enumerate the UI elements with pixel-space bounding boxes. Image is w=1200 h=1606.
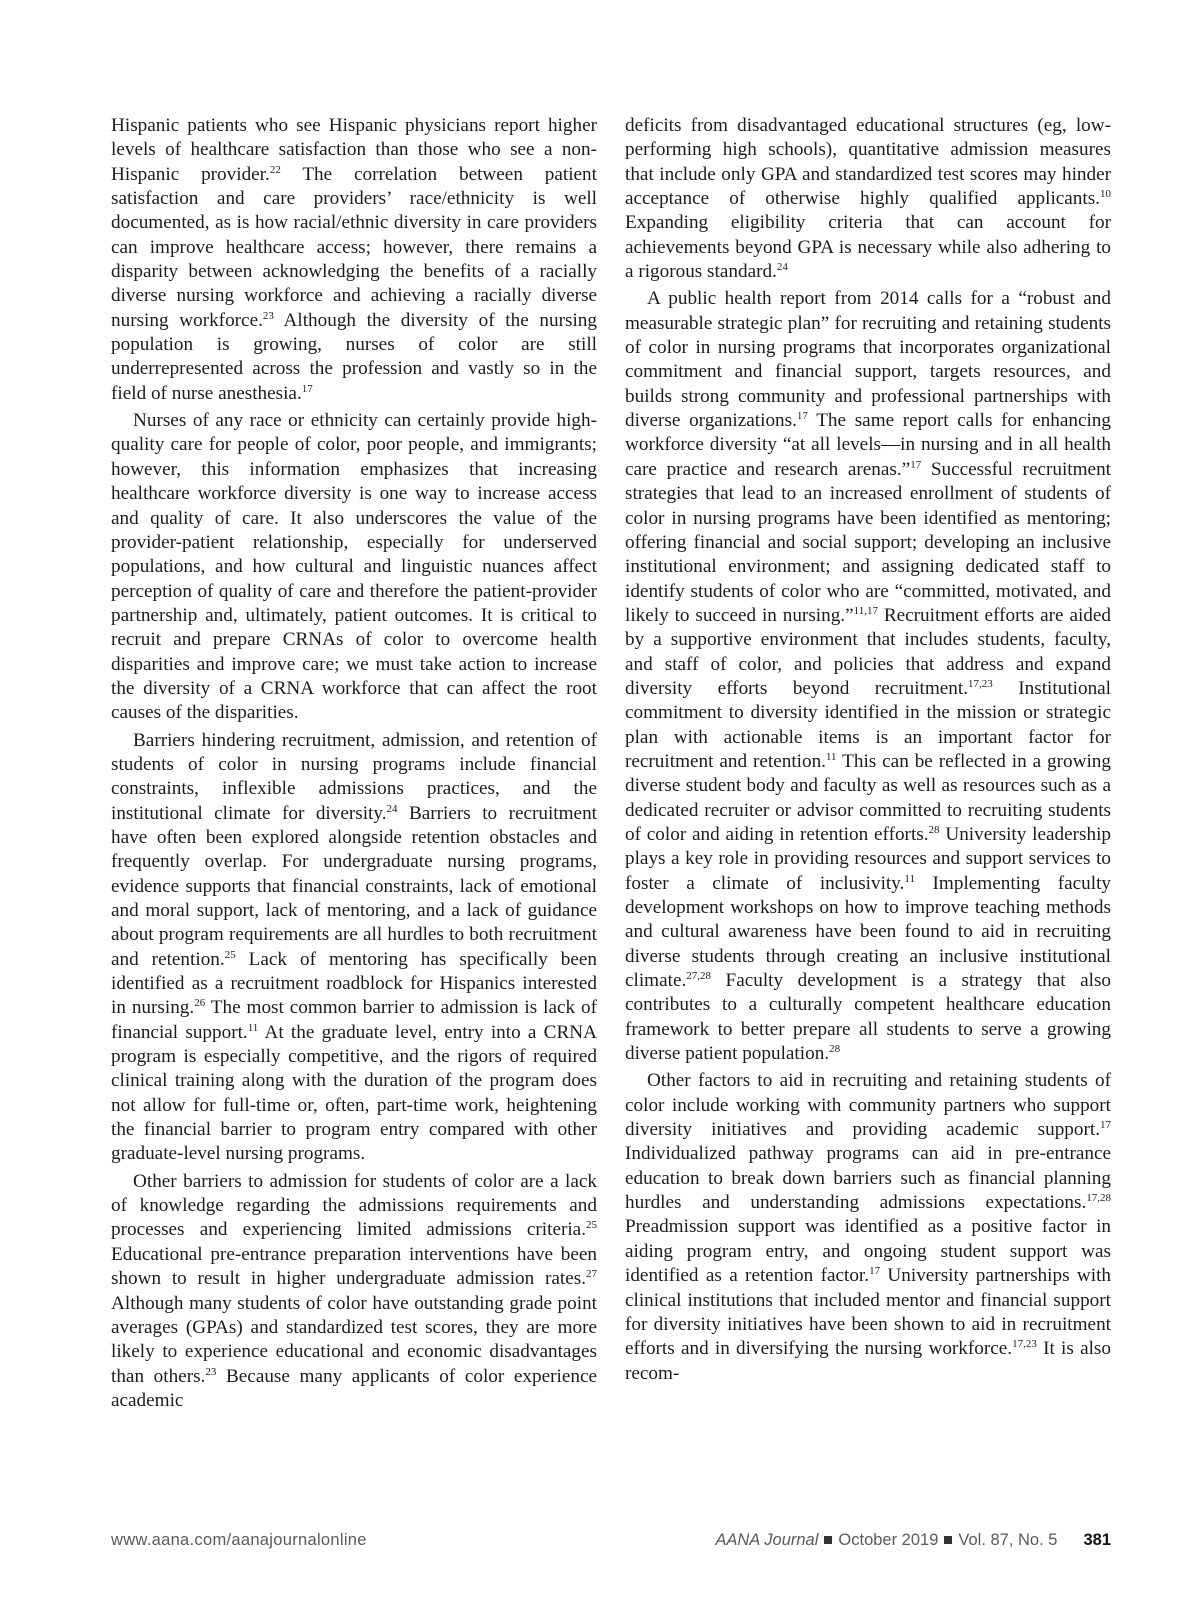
paragraph: Barriers hindering recruitment, admission, and retention of students of color in nursing programs include financial constraints, inflexible admissions practices, and the institutional climate for diversity.$^{24}$ Barriers to recruitment have often been explored alongside retention obstacles and frequently overlap. For undergraduate nursing programs, evidence supports that financial constraints, lack of emotional and moral support, lack of mentoring, and a lack of guidance about program requirements are all hurdles to both recruitment and retention.$^{25}$ Lack of mentoring has specifically been identified as a recruitment roadblock for Hispanics interested in nursing.$^{26}$ The most common barrier to admission is lack of financial support.$^{11}$ At the graduate level, entry into a CRNA program is especially competitive, and the rigors of required clinical training along with the duration of the program does not allow for full-time or, often, part-time work, heightening the financial barrier to program entry compared with other graduate-level nursing programs. — [111, 729, 597, 1165]
paragraph: Hispanic patients who see Hispanic physicians report higher levels of healthcare satisfaction than those who see a non-Hispanic provider.$^{22}$ The correlation between patient satisfaction and care providers’ race/ethnicity is well documented, as is how racial/ethnic diversity in care providers can improve healthcare access; however, there remains a disparity between acknowledging the benefits of a racially diverse nursing workforce and achieving a racially diverse nursing workforce.$^{23}$ Although the diversity of the nursing population is growing, nurses of color are still underrepresented across the profession and vastly so in the field of nurse anesthesia.$^{17}$ — [111, 115, 597, 404]
square-bullet-icon — [824, 1536, 832, 1544]
journal-url[interactable]: www.aana.com/aanajournalonline — [111, 1531, 367, 1549]
paragraph: Nurses of any race or ethnicity can certainly provide high-quality care for people of color, poor people, and immigrants; however, this information emphasizes that increasing healthcare workforce diversity is one way to increase access and quality of care. It also underscores the value of the provider-patient relationship, especially for underserved populations, and how cultural and linguistic nuances affect perception of quality of care and therefore the patient-provider partnership and, ultimately, patient outcomes. It is critical to recruit and prepare CRNAs of color to overcome health disparities and improve care; we must take action to increase the diversity of a CRNA workforce that can affect the root causes of the disparities. — [111, 410, 597, 724]
paragraph: Other factors to aid in recruiting and retaining students of color include working with community partners who support diversity initiatives and providing academic support.$^{17}$ Individualized pathway programs can aid in pre-entrance education to break down barriers such as financial planning hurdles and understanding admissions expectations.$^{17,28}$ Preadmission support was identified as a positive factor in aiding program entry, and ongoing student support was identified as a retention factor.$^{17}$ University partnerships with clinical institutions that included mentor and financial support for diversity initiatives have been shown to aid in recruitment efforts and in diversifying the nursing workforce.$^{17,23}$ It is also recom- — [625, 1070, 1112, 1384]
left-column — [111, 114, 597, 1416]
right-column — [625, 114, 1111, 1389]
journal-name: AANA Journal — [715, 1531, 819, 1549]
square-bullet-icon — [944, 1536, 952, 1544]
citation-line — [715, 1531, 1111, 1550]
paragraph: deficits from disadvantaged educational structures (eg, low-performing high schools), quantitative admission measures that include only GPA and standardized test scores may hinder acceptance of otherwise highly qualified applicants.$^{10}$ Expanding eligibility criteria that can account for achievements beyond GPA is necessary while also adhering to a rigorous standard.$^{24}$ — [625, 115, 1111, 283]
paragraph: Other barriers to admission for students of color are a lack of knowledge regarding the admissions requirements and processes and experiencing limited admissions criteria.$^{25}$ Educational pre-entrance preparation interventions have been shown to result in higher undergraduate admission rates.$^{27}$ Although many students of color have outstanding grade point averages (GPAs) and standardized test scores, they are more likely to experience educational and economic disadvantages than others.$^{23}$ Because many applicants of color experience academic — [111, 1170, 597, 1411]
paragraph: A public health report from 2014 calls for a “robust and measurable strategic plan” for recruiting and retaining students of color in nursing programs that incorporates organizational commitment and financial support, targets resources, and builds strong community and professional partnerships with diverse organizations.$^{17}$ The same report calls for enhancing workforce diversity “at all levels—in nursing and in all health care practice and research arenas.”$^{17}$ Successful recruitment strategies that lead to an increased enrollment of students of color in nursing programs have been identified as mentoring; offering financial and social support; developing an inclusive institutional environment; and assigning dedicated staff to identify students of color who are “committed, motivated, and likely to succeed in nursing.”$^{11,17}$ Recruitment efforts are aided by a supportive environment that includes students, faculty, and staff of color, and policies that address and expand diversity efforts beyond recruitment.$^{17,23}$ Institutional commitment to diversity identified in the mission or strategic plan with actionable items is an important factor for recruitment and retention.$^{11}$ This can be reflected in a growing diverse student body and faculty as well as resources such as a dedicated recruiter or advisor committed to recruiting students of color and aiding in retention efforts.$^{28}$ University leadership plays a key role in providing resources and support services to foster a climate of inclusivity.$^{11}$ Implementing faculty development workshops on how to improve teaching methods and cultural awareness have been found to aid in recruiting diverse students through creating an inclusive institutional climate.$^{27,28}$ Faculty development is a strategy that also contributes to a culturally competent healthcare education framework to better prepare all students to serve a growing diverse patient population.$^{28}$ — [625, 288, 1112, 1065]
page-footer — [111, 1531, 1111, 1555]
volume-issue: Vol. 87, No. 5 — [958, 1531, 1058, 1549]
page-number: 381 — [1083, 1531, 1111, 1549]
issue-date: October 2019 — [838, 1531, 939, 1549]
